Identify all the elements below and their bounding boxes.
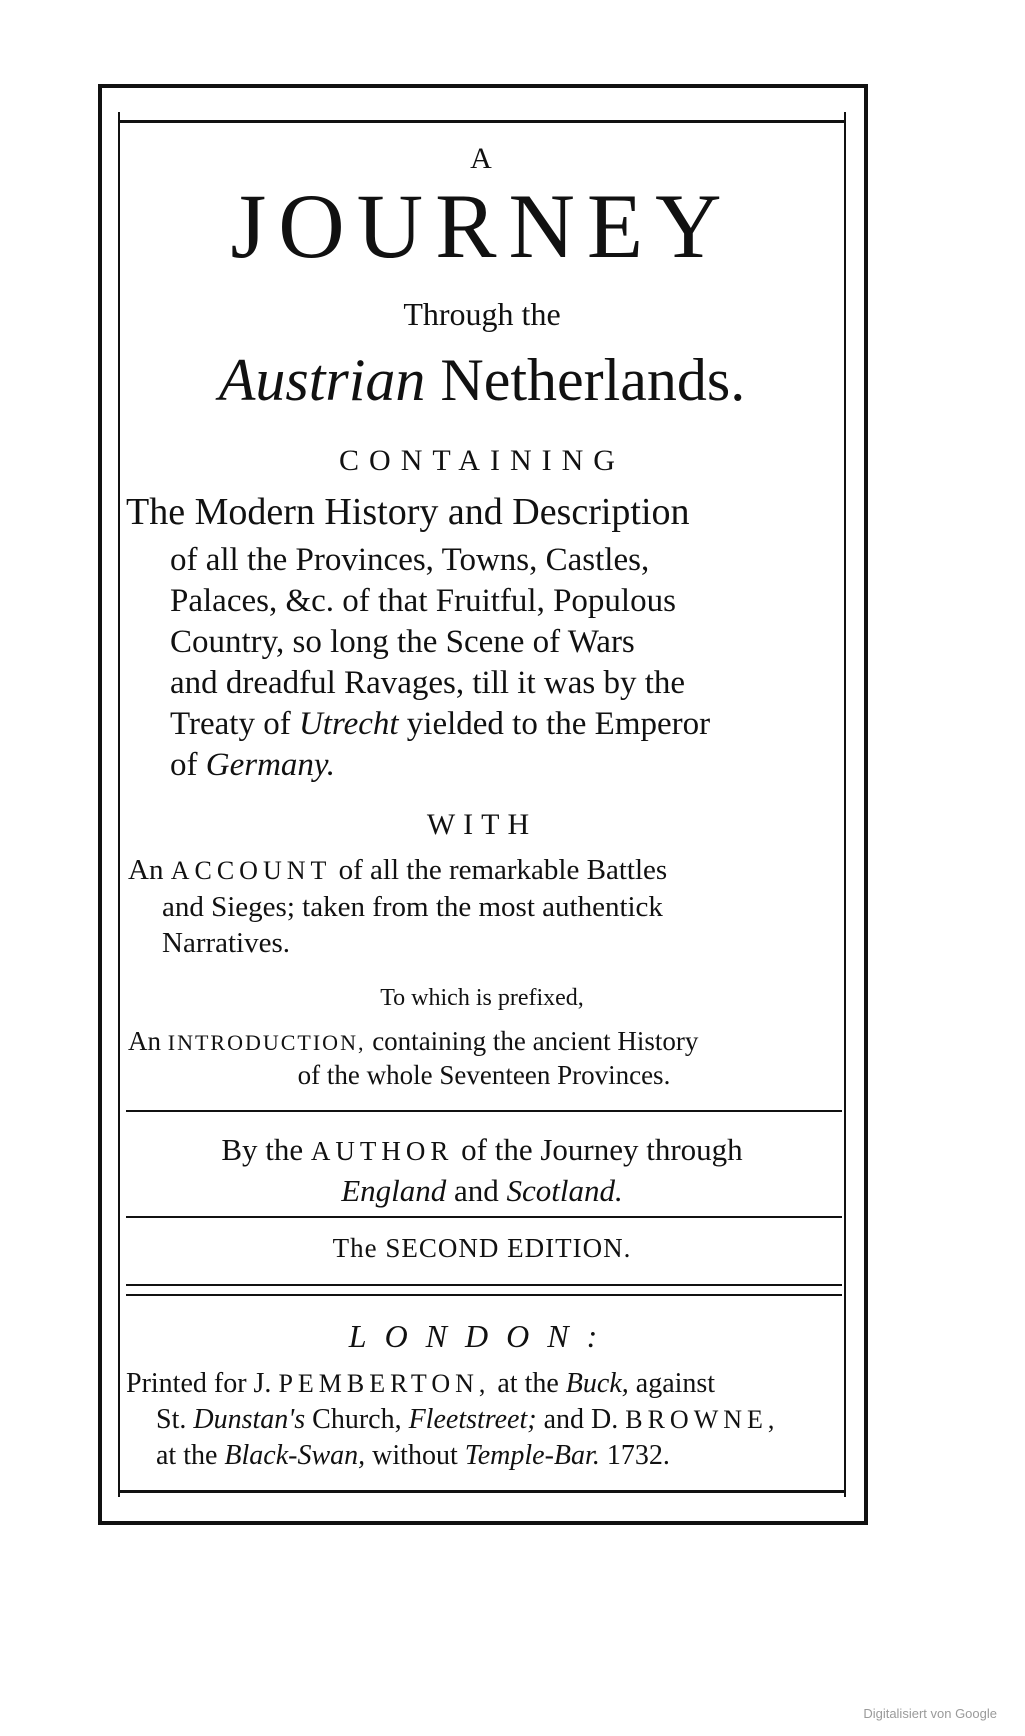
- author-line-1: [122, 1130, 842, 1171]
- germany: Germany.: [205, 747, 335, 783]
- intro-rest: containing the ancient History: [372, 1026, 699, 1056]
- description-line: Palaces, &c. of that Fruitful, Populous: [170, 583, 676, 619]
- introduction-paragraph: [128, 1025, 840, 1092]
- author-and: and: [454, 1173, 499, 1208]
- description-body: [170, 540, 840, 786]
- rule-below-edition-2: [126, 1294, 842, 1296]
- account-prefix: An: [128, 854, 164, 886]
- imprint-and-d: and D.: [543, 1404, 619, 1435]
- intro-caps: INTRODUCTION,: [167, 1030, 366, 1055]
- of-word: of: [170, 747, 198, 783]
- description-line: of all the Provinces, Towns, Castles,: [170, 542, 650, 578]
- author-by: By the: [221, 1132, 304, 1167]
- imprint-church: Church,: [312, 1404, 402, 1435]
- inner-top-rule: [118, 120, 846, 123]
- utrecht: Utrecht: [298, 706, 399, 742]
- imprint-without: without: [372, 1440, 458, 1471]
- imprint-printed: Printed for J.: [126, 1368, 272, 1399]
- with-heading: WITH: [426, 808, 538, 841]
- intro-line-2: of the whole Seventeen Provinces.: [297, 1060, 671, 1090]
- author-caps: AUTHOR: [310, 1136, 454, 1166]
- edition-line: The SECOND EDITION.: [332, 1233, 632, 1263]
- containing-heading: CONTAINING: [339, 444, 625, 477]
- imprint-browne: BROWNE,: [625, 1405, 780, 1434]
- prefixed-line: To which is prefixed,: [380, 985, 584, 1011]
- author-line-2: [122, 1171, 842, 1211]
- description-line: Country, so long the Scene of Wars: [170, 624, 635, 660]
- imprint-pemberton: PEMBERTON,: [278, 1369, 491, 1398]
- imprint-at-the-2: at the: [156, 1440, 218, 1471]
- author-rest: of the Journey through: [461, 1132, 743, 1167]
- imprint-fleet: Fleetstreet;: [408, 1404, 537, 1435]
- author-block: [122, 1130, 842, 1211]
- imprint-line-2: [126, 1402, 842, 1438]
- description-line: [170, 745, 840, 786]
- imprint-year: 1732.: [606, 1440, 670, 1471]
- description-line: and dreadful Ravages, till it was by the: [170, 665, 686, 701]
- intro-prefix: An: [128, 1026, 161, 1056]
- rule-below-edition-1: [126, 1284, 842, 1286]
- city-line: LONDON:: [348, 1318, 616, 1354]
- subject-line: [122, 347, 842, 413]
- subject-italic: Austrian: [218, 347, 426, 413]
- main-title: JOURNEY: [230, 175, 734, 277]
- account-paragraph: [128, 852, 840, 961]
- account-line-2: and Sieges; taken from the most authentick: [162, 891, 663, 923]
- imprint-black-swan: Black-Swan,: [224, 1440, 366, 1471]
- imprint-block: [126, 1366, 842, 1474]
- account-line-3: Narratives.: [162, 927, 291, 959]
- rule-above-author: [126, 1110, 842, 1112]
- subject-roman: Netherlands.: [440, 347, 746, 413]
- title-article: A: [470, 142, 494, 175]
- imprint-temple-bar: Temple-Bar.: [464, 1440, 600, 1471]
- inner-bottom-rule: [118, 1490, 846, 1493]
- yielded: yielded to the Emperor: [406, 706, 711, 742]
- through-line: Through the: [403, 296, 561, 332]
- imprint-dunstan: Dunstan's: [193, 1404, 306, 1435]
- treaty-of: Treaty of: [170, 706, 291, 742]
- imprint-line-1: [126, 1366, 842, 1402]
- digitization-watermark: Digitalisiert von Google: [863, 1706, 997, 1721]
- imprint-against: against: [635, 1368, 716, 1399]
- description-first-line: The Modern History and Description: [126, 491, 690, 533]
- author-england: England: [341, 1173, 447, 1208]
- description-line: [170, 704, 840, 745]
- imprint-line-3: [126, 1438, 842, 1474]
- imprint-st: St.: [156, 1404, 187, 1435]
- rule-above-edition: [126, 1216, 842, 1218]
- imprint-at-the: at the: [497, 1368, 559, 1399]
- account-caps: ACCOUNT: [170, 856, 332, 885]
- account-rest: of all the remarkable Battles: [338, 854, 668, 886]
- imprint-buck: Buck,: [565, 1368, 629, 1399]
- author-scotland: Scotland.: [506, 1173, 623, 1208]
